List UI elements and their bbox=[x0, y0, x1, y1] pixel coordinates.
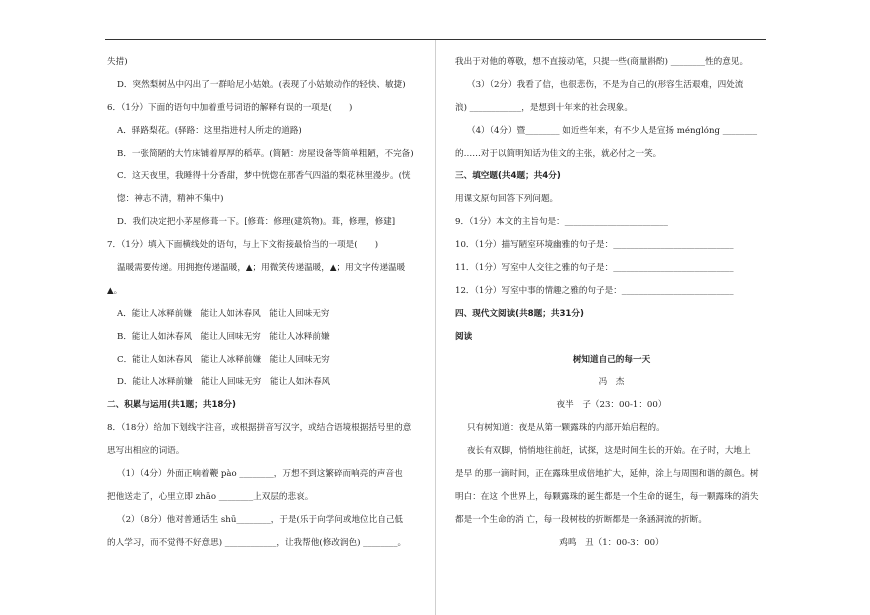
option-line: B．一张简陋的大竹床铺着厚厚的稻草。(简陋：房屋设备等简单粗陋，不完备) bbox=[117, 148, 414, 159]
article-title: 树知道自己的每一天 bbox=[572, 354, 651, 365]
question-7-passage: 温暖需要传递。用拥抱传递温暖，▲；用微笑传递温暖，▲；用文字传递温暖 bbox=[117, 263, 406, 274]
question-8-stem: 8．（18分）给加下划线字注音，或根据拼音写汉字，或结合语境根据括号里的意 bbox=[107, 423, 412, 434]
sub-question-continuation: 把他送走了，心里立即 zhāo ________上双层的悲哀。 bbox=[107, 491, 314, 502]
reading-label: 阅读 bbox=[455, 331, 473, 342]
fill-blank-question: 10．（1分）描写陋室环境幽雅的句子是：____________________________ bbox=[455, 240, 734, 251]
option-line: D．能让人冰释前嫌 能让人回味无穷 能让人如沐春风 bbox=[117, 377, 331, 388]
question-6-stem: 6．（1分）下面的语句中加着重号词语的解释有误的一项是( ) bbox=[107, 102, 353, 113]
article-subheading: 鸡鸣 丑（1：00-3：00） bbox=[559, 537, 664, 548]
sub-question-line: （2）（8分）他对普通话生 shū________，于是(乐于向学问或地位比自己低 bbox=[117, 514, 404, 525]
continuation-line: 失措) bbox=[107, 57, 128, 67]
option-line: A．能让人冰释前嫌 能让人如沐春风 能让人回味无穷 bbox=[117, 308, 330, 319]
article-subheading: 夜半 子（23：00-1：00） bbox=[556, 400, 667, 411]
left-column bbox=[107, 51, 427, 555]
article-paragraph: 夜长有双脚，悄悄地往前赶，试探，这是时间生长的开始。在子时，大地上 bbox=[467, 446, 751, 457]
section-heading: 四、现代文阅读(共8题；共31分) bbox=[455, 308, 584, 319]
right-column bbox=[455, 51, 768, 555]
section-heading: 二、积累与运用(共1题；共18分) bbox=[107, 400, 236, 411]
question-7-passage-continuation: ▲。 bbox=[107, 285, 123, 296]
section-instruction: 用课文原句回答下列问题。 bbox=[455, 194, 559, 205]
article-author: 冯 杰 bbox=[598, 377, 625, 388]
sub-question-line: （1）（4分）外面正响着鞭 pào ________，万想不到这繁碎而响亮的声音也 bbox=[117, 469, 403, 480]
column-divider bbox=[435, 40, 436, 615]
sub-question-continuation: 的……对于以简明知话为佳文的主张，就必付之一笑。 bbox=[455, 148, 662, 159]
article-paragraph-continuation: 明白：在这 个世界上，每颗露珠的诞生都是一个生命的诞生，每一颗露珠的消失 bbox=[455, 491, 759, 502]
fill-blank-question: 9．（1分）本文的主旨句是：________________________ bbox=[455, 217, 668, 228]
sub-question-line: （4）（4分）暨________ 如近些年来，有不少人是宣扬 ménglóng ________ bbox=[467, 125, 758, 136]
sub-question-continuation: 浪) ____________，是想到十年来的社会现象。 bbox=[455, 102, 633, 113]
article-paragraph: 只有树知道：夜是从第一颗露珠的内部开始启程的。 bbox=[467, 423, 665, 434]
option-line: D．突然梨树丛中闪出了一群哈尼小姑娘。(表现了小姑娘动作的轻快、敏捷) bbox=[117, 79, 406, 90]
option-line: C．能让人如沐春风 能让人冰释前嫌 能让人回味无穷 bbox=[117, 354, 330, 365]
article-paragraph-continuation: 都是一个生命的消 亡，每一段树枝的折断都是一条涵洞流的折断。 bbox=[455, 514, 707, 525]
option-line-continuation: 惚：神志不清，精神不集中) bbox=[117, 194, 224, 205]
sub-question-continuation: 我出于对他的尊敬，想不直接动笔，只提一些(商量斟酌) ________性的意见。 bbox=[455, 57, 749, 67]
article-paragraph-continuation: 是早 的那一滴时间，正在露珠里成倍地扩大，延伸，涂上与周围和谐的颜色。树 bbox=[455, 469, 759, 480]
fill-blank-question: 11．（1分）写室中人交往之雅的句子是：____________________________ bbox=[455, 263, 734, 274]
sub-question-line: （3）（2分）我看了信，也很悲伤，不是为自己的(形容生活艰难，四处流 bbox=[467, 79, 744, 90]
option-line: C．这天夜里，我睡得十分香甜，梦中恍惚在那香气四溢的梨花林里漫步。(恍 bbox=[117, 171, 411, 182]
sub-question-continuation: 的人学习，而不觉得不好意思) ____________，让我帮他(修改润色) ________。 bbox=[107, 537, 407, 548]
option-line: D．我们决定把小茅屋修葺一下。[修葺：修理(建筑物)。葺，修理，修建] bbox=[117, 217, 396, 228]
section-heading: 三、填空题(共4题；共4分) bbox=[455, 171, 561, 182]
option-line: B．能让人如沐春风 能让人回味无穷 能让人冰释前嫌 bbox=[117, 331, 330, 342]
fill-blank-question: 12．（1分）写室中事的情趣之雅的句子是：__________________________ bbox=[455, 285, 734, 296]
question-7-stem: 7．（1分）填入下面横线处的语句，与上下文衔接最恰当的一项是( ) bbox=[107, 240, 379, 251]
option-line: A．驿路梨花。(驿路：这里指进村人所走的道路) bbox=[117, 125, 302, 136]
question-8-stem-continuation: 思写出相应的词语。 bbox=[107, 446, 185, 457]
